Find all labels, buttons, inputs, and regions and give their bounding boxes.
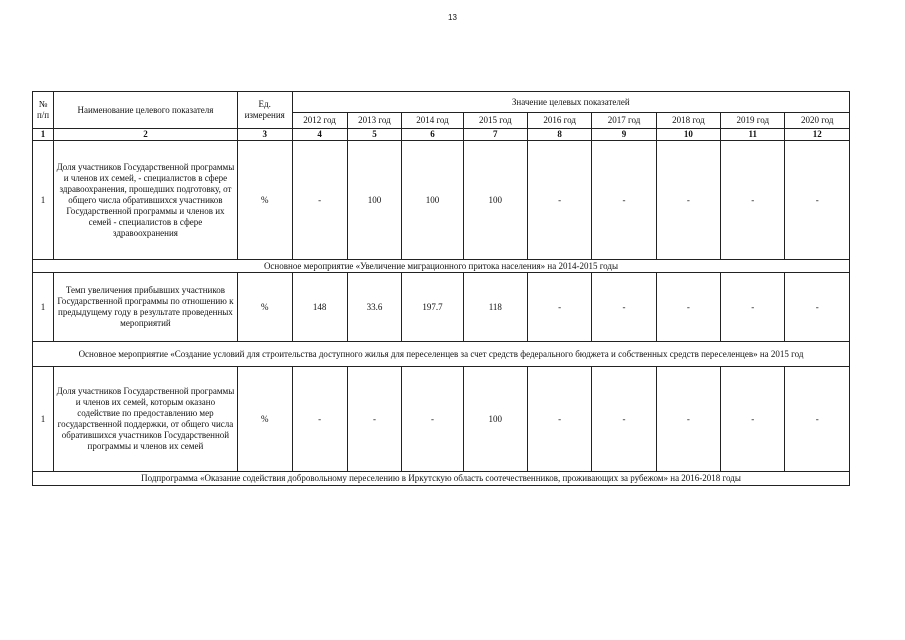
row-value: - (785, 367, 850, 472)
row-value: - (592, 367, 656, 472)
indicators-table (32, 91, 850, 486)
section-title: Основное мероприятие «Увеличение миграционного притока населения» на 2014-2015 годы (33, 260, 850, 273)
column-number: 5 (347, 129, 402, 141)
column-number: 7 (463, 129, 527, 141)
header-year: 2018 год (656, 113, 720, 129)
row-value: - (347, 367, 402, 472)
row-value: 100 (463, 367, 527, 472)
header-values-group: Значение целевых показателей (292, 92, 849, 113)
column-number: 6 (402, 129, 463, 141)
row-no: 1 (33, 141, 54, 260)
table-row (33, 367, 850, 472)
column-number: 4 (292, 129, 347, 141)
row-value: - (592, 141, 656, 260)
header-year: 2016 год (527, 113, 591, 129)
row-unit: % (237, 141, 292, 260)
row-value: - (721, 273, 785, 342)
header-year: 2017 год (592, 113, 656, 129)
row-value: - (785, 141, 850, 260)
section-title: Основное мероприятие «Создание условий для строительства доступного жилья для переселенцев за счет средств федерального бюджета и собственных средств переселенцев» на 2015 год (33, 342, 850, 367)
row-value: - (527, 367, 591, 472)
header-row (33, 92, 850, 113)
column-number: 3 (237, 129, 292, 141)
row-indicator-name: Доля участников Государственной программы и членов их семей, которым оказано содействие по предоставлению мер государственной поддержки, от общего числа обратившихся участников Государственной программы и членов их семей (54, 367, 238, 472)
row-value: - (402, 367, 463, 472)
table-row (33, 273, 850, 342)
header-year: 2020 год (785, 113, 850, 129)
section-row (33, 472, 850, 486)
row-no: 1 (33, 273, 54, 342)
header-year: 2015 год (463, 113, 527, 129)
row-unit: % (237, 367, 292, 472)
row-value: 100 (463, 141, 527, 260)
header-no: № п/п (33, 92, 54, 129)
row-value: 148 (292, 273, 347, 342)
row-value: - (721, 141, 785, 260)
header-year: 2012 год (292, 113, 347, 129)
section-row (33, 260, 850, 273)
header-year: 2013 год (347, 113, 402, 129)
header-year: 2014 год (402, 113, 463, 129)
row-value: - (656, 273, 720, 342)
column-number: 1 (33, 129, 54, 141)
row-value: - (527, 141, 591, 260)
table-row (33, 141, 850, 260)
row-value: 33.6 (347, 273, 402, 342)
row-value: 100 (402, 141, 463, 260)
column-number: 12 (785, 129, 850, 141)
column-numbers-row (33, 129, 850, 141)
row-value: 100 (347, 141, 402, 260)
row-value: 197.7 (402, 273, 463, 342)
row-value: - (656, 141, 720, 260)
column-number: 10 (656, 129, 720, 141)
header-unit: Ед. измерения (237, 92, 292, 129)
header-year: 2019 год (721, 113, 785, 129)
row-unit: % (237, 273, 292, 342)
row-value: - (527, 273, 591, 342)
row-value: - (292, 367, 347, 472)
page-number: 13 (448, 13, 457, 22)
column-number: 9 (592, 129, 656, 141)
section-title: Подпрограмма «Оказание содействия добровольному переселению в Иркутскую область соотечественников, проживающих за рубежом» на 2016-2018 годы (33, 472, 850, 486)
column-number: 11 (721, 129, 785, 141)
section-row (33, 342, 850, 367)
row-value: - (292, 141, 347, 260)
row-value: - (721, 367, 785, 472)
row-indicator-name: Темп увеличения прибывших участников Государственной программы по отношению к предыдущему году в результате проведенных мероприятий (54, 273, 238, 342)
row-value: - (785, 273, 850, 342)
column-number: 8 (527, 129, 591, 141)
column-number: 2 (54, 129, 238, 141)
row-value: - (656, 367, 720, 472)
row-indicator-name: Доля участников Государственной программы и членов их семей, - специалистов в сфере здравоохранения, прошедших подготовку, от общего числа обратившихся участников Государственной программы и членов их семей - специалистов в сфере здравоохранения (54, 141, 238, 260)
row-value: 118 (463, 273, 527, 342)
row-no: 1 (33, 367, 54, 472)
row-value: - (592, 273, 656, 342)
header-name: Наименование целевого показателя (54, 92, 238, 129)
